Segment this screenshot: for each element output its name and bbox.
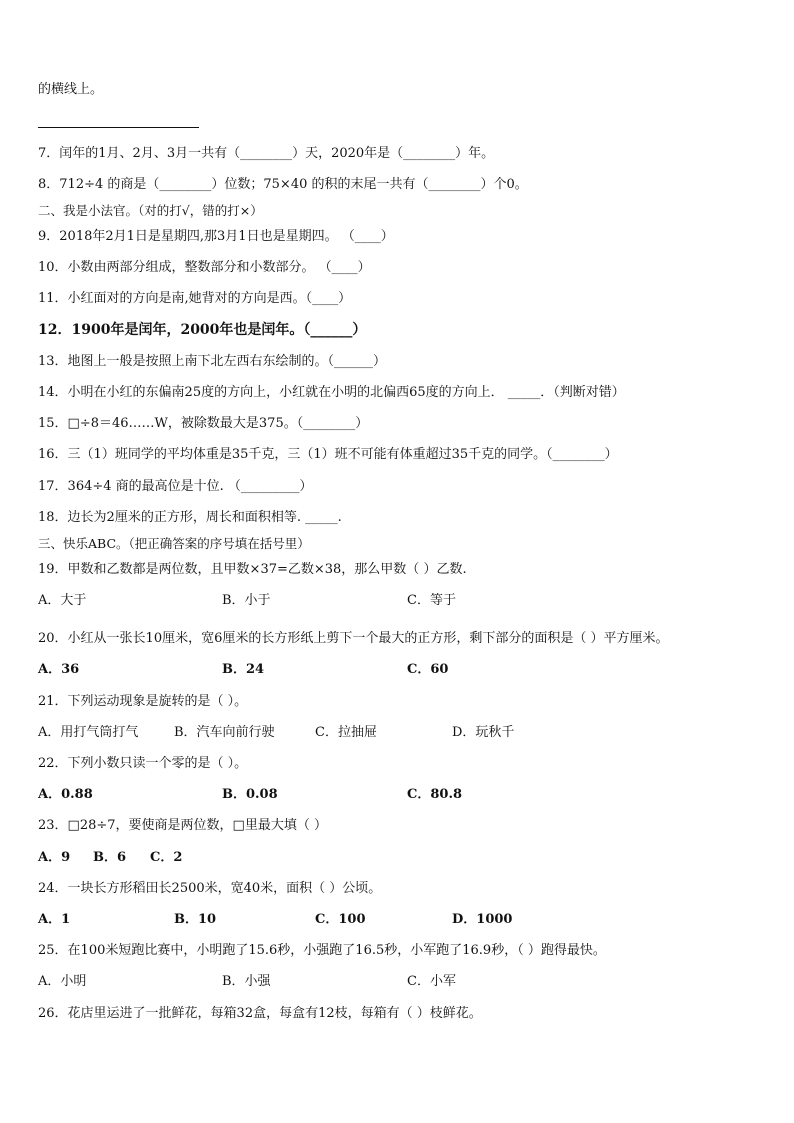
option-c: C．等于 xyxy=(407,593,456,608)
question-number: 24． xyxy=(38,881,68,896)
question-text: 下列运动现象是旋转的是（ ）。 xyxy=(67,694,248,709)
question-16 xyxy=(38,447,618,463)
option-b: B．汽车向前行驶 xyxy=(174,725,275,740)
question-text: 边长为2厘米的正方形，周长和面积相等. _____. xyxy=(67,510,342,525)
question-14 xyxy=(38,385,625,401)
option-c: C．100 xyxy=(315,912,366,927)
question-number: 17． xyxy=(38,479,68,494)
question-number: 22． xyxy=(38,756,68,771)
question-15 xyxy=(38,416,368,432)
option-b: B．0.08 xyxy=(222,787,278,802)
section-2-heading: 二、我是小法官。（对的打√，错的打×） xyxy=(38,203,263,218)
question-text: 712÷4 的商是（________）位数；75×40 的积的末尾一共有（________）个0。 xyxy=(59,177,528,192)
question-text: 小红面对的方向是南,她背对的方向是西。（____） xyxy=(67,291,352,306)
question-19 xyxy=(38,562,467,578)
question-number: 9． xyxy=(38,229,60,244)
option-b: B．10 xyxy=(174,912,217,927)
option-d: D．玩秋千 xyxy=(452,725,515,740)
option-a: A．36 xyxy=(38,662,80,677)
question-number: 25． xyxy=(38,943,68,958)
question-number: 21． xyxy=(38,694,68,709)
option-a: A．小明 xyxy=(38,974,87,989)
question-number: 23． xyxy=(38,818,68,833)
question-number: 10． xyxy=(38,260,68,275)
question-number: 19． xyxy=(38,562,68,577)
question-text: 在100米短跑比赛中，小明跑了15.6秒，小强跑了16.5秒，小军跑了16.9秒，（ ）跑得最快。 xyxy=(67,943,606,958)
question-23 xyxy=(38,818,327,834)
question-20 xyxy=(38,631,669,647)
question-number: 26． xyxy=(38,1006,68,1021)
option-c: C．80.8 xyxy=(407,787,463,802)
question-text: 2018年2月1日是星期四,那3月1日也是星期四。 （____） xyxy=(59,229,394,244)
section-3-heading: 三、快乐ABC。（把正确答案的序号填在括号里） xyxy=(38,536,310,551)
question-18 xyxy=(38,510,342,526)
question-number: 14． xyxy=(38,385,68,400)
question-text: 小数由两部分组成，整数部分和小数部分。 （____） xyxy=(67,260,371,275)
option-c: C．小军 xyxy=(407,974,456,989)
question-7 xyxy=(38,146,494,162)
option-a: A．用打气筒打气 xyxy=(38,725,139,740)
option-d: D．1000 xyxy=(452,912,513,927)
question-number: 11． xyxy=(38,291,68,306)
question-number: 20． xyxy=(38,631,68,646)
option-b: B．24 xyxy=(222,662,265,677)
question-12 xyxy=(38,322,366,338)
question-number: 16． xyxy=(38,447,68,462)
question-8 xyxy=(38,177,528,193)
question-number: 13． xyxy=(38,354,68,369)
option-a: A．0.88 xyxy=(38,787,93,802)
question-text: 1900年是闰年，2000年也是闰年。（______） xyxy=(71,322,367,338)
question-number: 8． xyxy=(38,177,60,192)
option-a: A．大于 xyxy=(38,593,87,608)
question-11 xyxy=(38,291,351,307)
question-10 xyxy=(38,260,371,276)
question-24 xyxy=(38,881,381,897)
question-text: 甲数和乙数都是两位数，且甲数×37=乙数×38，那么甲数（ ）乙数. xyxy=(67,562,467,577)
option-b: B．小于 xyxy=(222,593,271,608)
option-a: A．1 xyxy=(38,912,71,927)
question-number: 18． xyxy=(38,510,68,525)
question-13 xyxy=(38,354,386,370)
question-text: 一块长方形稻田长2500米，宽40米，面积（ ）公顷。 xyxy=(67,881,382,896)
option-b: B．6 xyxy=(93,850,127,865)
question-text: 小明在小红的东偏南25度的方向上，小红就在小明的北偏西65度的方向上． _____．（判断对错） xyxy=(67,385,625,400)
option-c: C．拉抽屉 xyxy=(315,725,377,740)
question-number: 12． xyxy=(38,322,72,338)
option-c: C．2 xyxy=(150,850,183,865)
option-b: B．小强 xyxy=(222,974,271,989)
question-21 xyxy=(38,694,247,710)
question-text: □28÷7，要使商是两位数，□里最大填（ ） xyxy=(67,818,327,833)
intro-tail: 的横线上。 xyxy=(38,82,104,97)
option-c: C．60 xyxy=(407,662,449,677)
answer-line xyxy=(38,127,199,128)
question-9 xyxy=(38,229,394,245)
option-a: A．9 xyxy=(38,850,71,865)
question-text: 闰年的1月、2月、3月一共有（________）天，2020年是（________）年。 xyxy=(59,146,495,161)
question-text: 下列小数只读一个零的是（ ）。 xyxy=(67,756,248,771)
question-text: 364÷4 商的最高位是十位. （_________） xyxy=(67,479,313,494)
question-number: 7． xyxy=(38,146,60,161)
question-17 xyxy=(38,479,312,495)
question-26 xyxy=(38,1006,482,1022)
question-text: 小红从一张长10厘米，宽6厘米的长方形纸上剪下一个最大的正方形，剩下部分的面积是（ ）平方厘米。 xyxy=(67,631,669,646)
question-text: □÷8＝46……W，被除数最大是375。（________） xyxy=(67,416,369,431)
question-text: 地图上一般是按照上南下北左西右东绘制的。（______） xyxy=(67,354,387,369)
question-text: 花店里运进了一批鲜花，每箱32盒，每盒有12枝，每箱有（ ）枝鲜花。 xyxy=(67,1006,482,1021)
question-text: 三（1）班同学的平均体重是35千克，三（1）班不可能有体重超过35千克的同学。（________） xyxy=(67,447,618,462)
question-22 xyxy=(38,756,247,772)
question-number: 15． xyxy=(38,416,68,431)
question-25 xyxy=(38,943,606,959)
